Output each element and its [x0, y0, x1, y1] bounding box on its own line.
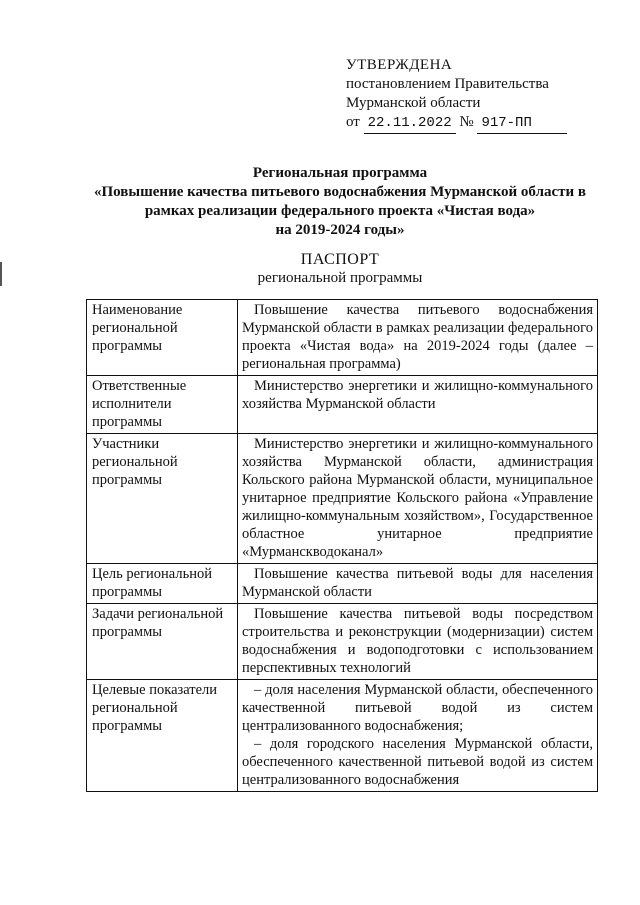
row-label: Наименование региональной программы	[87, 300, 238, 376]
row-label: Участники региональной программы	[87, 434, 238, 564]
title-line-4: на 2019-2024 годы»	[275, 222, 405, 238]
table-row	[87, 300, 598, 376]
row-value	[238, 680, 598, 792]
passport-heading-block	[60, 250, 620, 288]
table-row	[87, 604, 598, 680]
approval-heading: УТВЕРЖДЕНА	[346, 57, 453, 73]
row-value: Повышение качества питьевой воды посредством строительства и реконструкции (модернизации) систем водоснабжения и водоподготовки с использованием перспективных технологий	[238, 604, 598, 680]
title-line-3: рамках реализации федерального проекта «Чистая вода»	[144, 203, 536, 219]
row-value: Повышение качества питьевого водоснабжения Мурманской области в рамках реализации федерального проекта «Чистая вода» на 2019-2024 годы (далее – региональная программа)	[238, 300, 598, 376]
table-row	[87, 564, 598, 604]
indicator-item: – доля населения Мурманской области, обеспеченного качественной питьевой водой из систем централизованного водоснабжения;	[242, 682, 593, 734]
row-value: Повышение качества питьевой воды для населения Мурманской области	[238, 564, 598, 604]
date-prefix: от	[346, 114, 360, 130]
approval-date: 22.11.2022	[364, 114, 456, 134]
passport-table	[86, 299, 598, 792]
approval-date-line	[346, 113, 567, 134]
row-label: Ответственные исполнители программы	[87, 376, 238, 434]
table-row	[87, 434, 598, 564]
scan-edge-mark	[0, 262, 2, 286]
row-value: Министерство энергетики и жилищно-коммунального хозяйства Мурманской области, администрация Кольского района Мурманской области, муниципальное унитарное предприятие Кольского района «Управление жилищно-коммунальным хозяйством», Государственное областное унитарное предприятие «Мурманскводоканал»	[238, 434, 598, 564]
indicator-item: – доля городского населения Мурманской области, обеспеченного качественной питьевой водой из систем централизованного водоснабжения	[242, 736, 593, 788]
approval-block	[346, 56, 567, 134]
program-title	[60, 164, 620, 240]
title-line-1: Региональная программа	[252, 165, 428, 181]
approval-line-2: Мурманской области	[346, 95, 481, 111]
passport-heading: ПАСПОРТ	[300, 251, 380, 268]
approval-line-1: постановлением Правительства	[346, 76, 549, 92]
title-line-2: «Повышение качества питьевого водоснабжения Мурманской области в	[94, 184, 586, 200]
passport-subheading: региональной программы	[257, 270, 423, 286]
row-value: Министерство энергетики и жилищно-коммунального хозяйства Мурманской области	[238, 376, 598, 434]
row-label: Целевые показатели региональной программы	[87, 680, 238, 792]
approval-number: 917-ПП	[477, 114, 567, 134]
table-row	[87, 680, 598, 792]
table-row	[87, 376, 598, 434]
row-label: Цель региональной программы	[87, 564, 238, 604]
number-prefix: №	[459, 114, 474, 130]
row-label: Задачи региональной программы	[87, 604, 238, 680]
